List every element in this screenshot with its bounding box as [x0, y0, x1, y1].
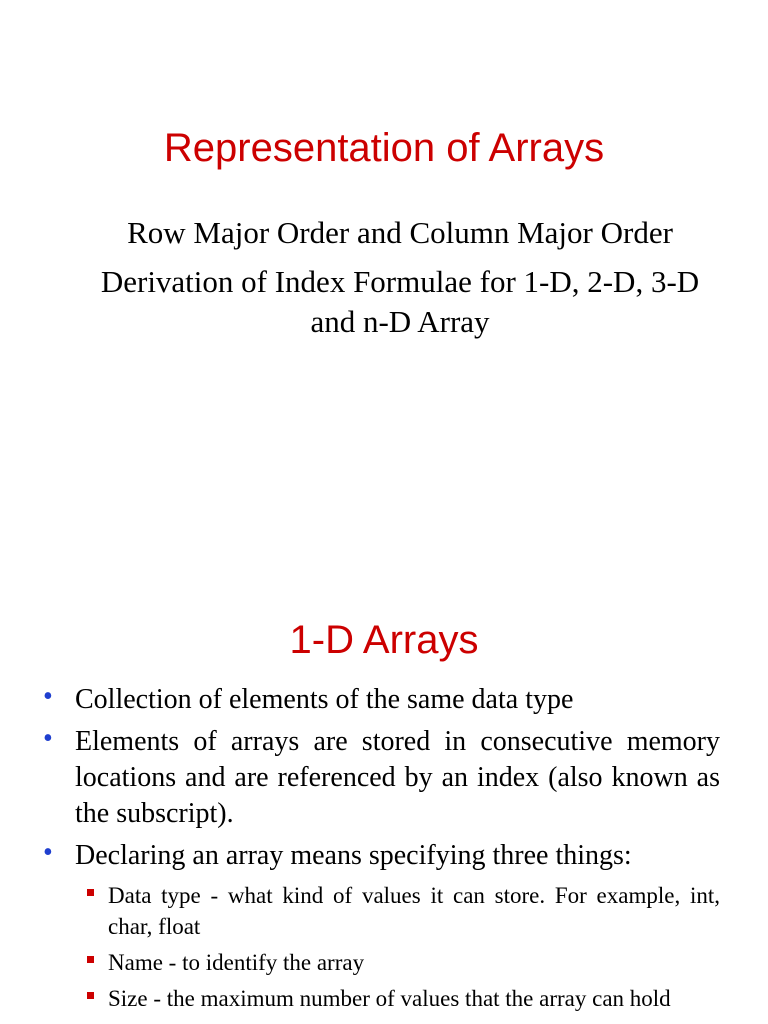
list-item	[40, 682, 720, 718]
bullet-dot-icon: •	[43, 723, 53, 754]
bullet-text: Collection of elements of the same data type	[75, 684, 574, 715]
slide-title-representation: Representation of Arrays	[163, 126, 605, 170]
sub-list-item	[75, 880, 720, 942]
sub-list-item	[75, 983, 720, 1014]
sub-bullet-text: Size - the maximum number of values that the array can hold	[108, 986, 671, 1011]
bullet-text: Declaring an array means specifying three things:	[75, 840, 632, 871]
bullet-dot-icon: •	[43, 837, 53, 868]
bullet-text: Elements of arrays are stored in consecutive memory locations and are referenced by an index (also known as the subscript).	[75, 726, 720, 829]
sub-bullet-text: Name - to identify the array	[108, 950, 365, 975]
sub-bullet-list	[75, 880, 720, 1014]
subtitle-index-formulae: Derivation of Index Formulae for 1-D, 2-D, 3-D and n-D Array	[100, 264, 700, 339]
subtitle-row-column-major: Row Major Order and Column Major Order	[127, 215, 673, 250]
slide-title-1d-arrays: 1-D Arrays	[289, 618, 479, 662]
list-item	[40, 838, 720, 1014]
sub-list-item	[75, 947, 720, 978]
list-item	[40, 724, 720, 832]
square-bullet-icon	[87, 889, 94, 896]
bullet-list	[40, 682, 720, 1020]
square-bullet-icon	[87, 956, 94, 963]
sub-bullet-text: Data type - what kind of values it can store. For example, int, char, float	[108, 883, 720, 939]
bullet-dot-icon: •	[43, 681, 53, 712]
square-bullet-icon	[87, 992, 94, 999]
